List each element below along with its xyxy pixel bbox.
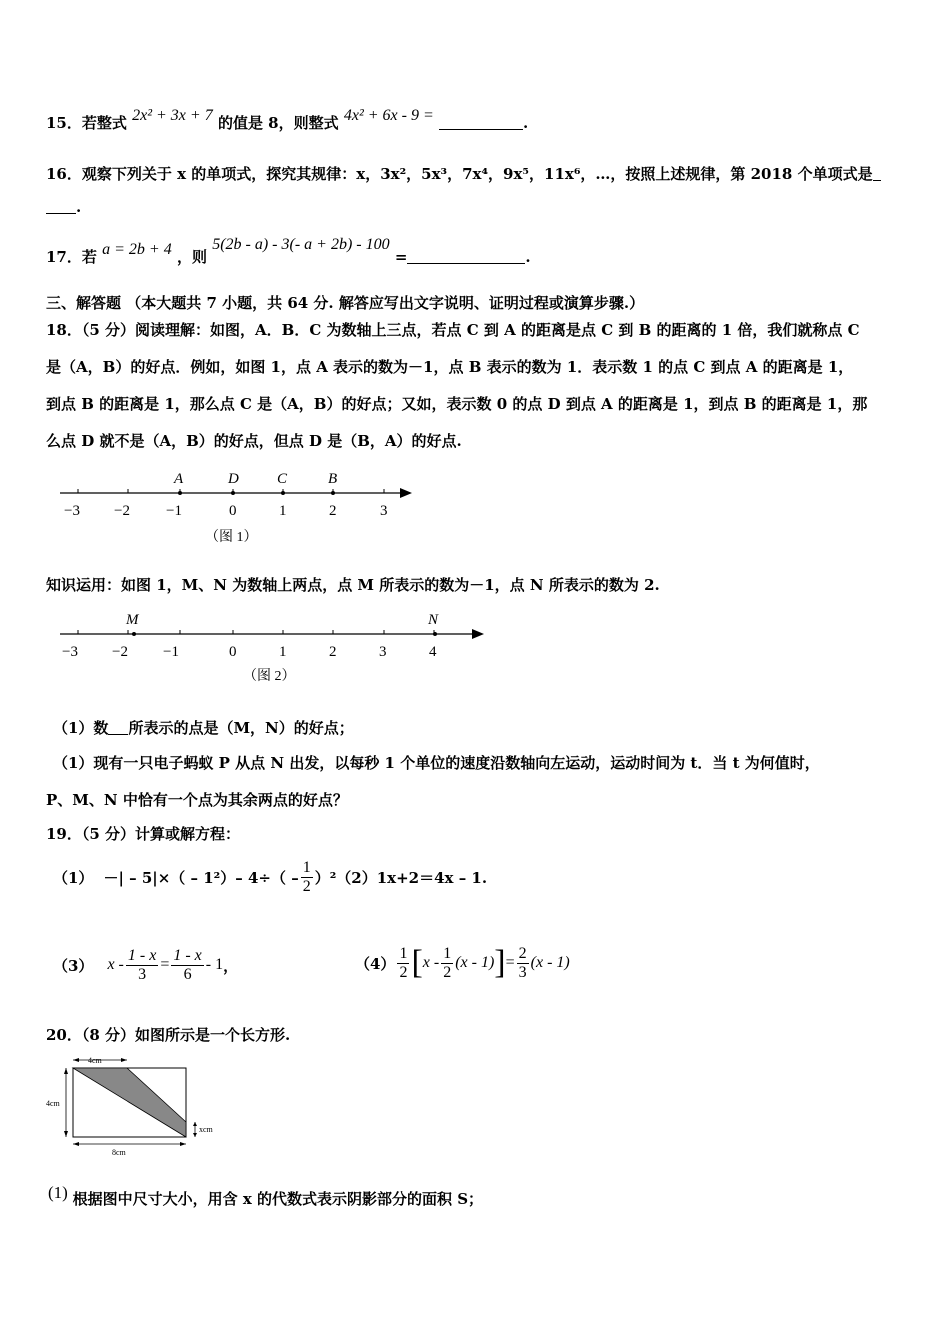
point-label: D xyxy=(228,471,239,487)
q16-text: 16．观察下列关于 x 的单项式，探究其规律：x，3x²，5x³，7x⁴，9x⁵，11x⁶，…，按照上述规律，第 2018 个单项式是 xyxy=(46,165,873,183)
question-16-cont: . xyxy=(46,198,81,216)
fraction: $\frac{1 - x}{6}$ xyxy=(173,946,202,983)
q17-condition: a = 2b + 4 xyxy=(102,241,172,258)
answer-blank[interactable] xyxy=(46,199,76,214)
point-label: B xyxy=(328,471,338,487)
rectangle-figure xyxy=(44,1052,234,1162)
q18-sub2-cont: P、M、N 中恰有一个点为其余两点的好点？ xyxy=(46,791,348,809)
bracket-right: ] xyxy=(494,944,506,981)
q17-expr: 5(2b - a) - 3(- a + 2b) - 100 xyxy=(212,236,390,253)
number-line-figure-1 xyxy=(50,465,430,550)
tick-label: 3 xyxy=(379,644,387,660)
dimension-label: 4cm xyxy=(88,1056,102,1065)
point-label: M xyxy=(126,612,139,628)
tick-label: −2 xyxy=(114,503,130,519)
q20-sub1: (1) 根据图中尺寸大小，用含 x 的代数式表示阴影部分的面积 S； xyxy=(48,1183,484,1208)
dimension-label: 4cm xyxy=(46,1099,60,1108)
point-label: A xyxy=(174,471,184,487)
tick-label: −3 xyxy=(64,503,80,519)
q18-knowledge: 知识运用：如图 1，M、N 为数轴上两点，点 M 所表示的数为－1，点 N 所表示的数为 2. xyxy=(46,576,660,594)
q18-sub2: （1）现有一只电子蚂蚁 P 从点 N 出发，以每秒 1 个单位的速度沿数轴向左运动，运动时间为 t．当 t 为何值时， xyxy=(53,754,820,772)
q15-expr1: 2x² + 3x + 7 xyxy=(132,107,213,124)
tick-marks xyxy=(78,489,384,493)
tick-label: 2 xyxy=(329,503,337,519)
bracket-left: [ xyxy=(411,944,423,981)
q18-line: 么点 D 就不是（A，B）的好点，但点 D 是（B，A）的好点. xyxy=(46,432,462,450)
tick-label: 4 xyxy=(429,644,437,660)
question-15: 15．若整式 2x² + 3x + 7 的值是 8，则整式 4x² + 6x - 9 = . xyxy=(46,107,529,132)
question-16 xyxy=(46,163,881,184)
tick-label: −1 xyxy=(163,644,179,660)
fraction: $\frac{1}{2}$ xyxy=(302,858,311,895)
tick-label: 0 xyxy=(229,503,237,519)
point-label: C xyxy=(277,471,288,487)
tick-label: 3 xyxy=(380,503,388,519)
shaded-region xyxy=(73,1068,186,1137)
dimension-label: 8cm xyxy=(112,1148,126,1157)
point-label: N xyxy=(428,612,439,628)
tick-label: −2 xyxy=(112,644,128,660)
q15-mid: 的值是 8，则整式 xyxy=(217,114,339,132)
q18-line: 到点 B 的距离是 1，那么点 C 是（A，B）的好点；又如，表示数 0 的点 D 到点 A 的距离是 1，到点 B 的距离是 1，那 xyxy=(46,395,868,413)
answer-blank[interactable] xyxy=(439,115,523,130)
tick-label: 1 xyxy=(279,644,287,660)
answer-blank[interactable] xyxy=(873,166,881,181)
number-line-figure-2 xyxy=(50,606,500,691)
q15-prefix: 15．若整式 xyxy=(46,114,127,132)
answer-blank[interactable] xyxy=(407,249,525,264)
fraction: $\frac{1 - x}{3}$ xyxy=(127,946,157,983)
dimension-label: xcm xyxy=(199,1125,213,1134)
tick-label: −3 xyxy=(62,644,78,660)
section-3-header: 三、解答题 （本大题共 7 小题，共 64 分. 解答应写出文字说明、证明过程或演算步骤.） xyxy=(46,294,645,312)
fraction: $\frac{1}{2}$ xyxy=(443,944,452,981)
answer-blank[interactable] xyxy=(108,720,128,735)
figure-caption: （图 1） xyxy=(205,530,258,545)
fraction: $\frac{1}{2}$ xyxy=(399,944,408,981)
q18-line: 是（A，B）的好点．例如，如图 1，点 A 表示的数为－1，点 B 表示的数为 1．表示数 1 的点 C 到点 A 的距离是 1， xyxy=(46,358,854,376)
tick-label: 2 xyxy=(329,644,337,660)
q19-part1-2: （1） －| – 5|×（ – 1²）– 4÷（ – $\frac{1}{2}$ ）² （2）1x+2＝4x – 1. xyxy=(53,858,488,895)
q15-expr2: 4x² + 6x - 9 = xyxy=(343,107,434,124)
q19-part3: （3） x - $\frac{1 - x}{3}$ = $\frac{1 - x}{6}$ - 1 ， xyxy=(53,946,239,983)
q20-title: 20．（8 分）如图所示是一个长方形. xyxy=(46,1026,291,1044)
tick-label: 0 xyxy=(229,644,237,660)
q19-title: 19．（5 分）计算或解方程： xyxy=(46,825,241,843)
tick-label: 1 xyxy=(279,503,287,519)
question-17: 17．若 a = 2b + 4 ，则 5(2b - a) - 3(- a + 2b) - 100 = . xyxy=(46,236,531,266)
q18-sub1: （1）数 所表示的点是（M，N）的好点； xyxy=(53,719,354,737)
fraction: $\frac{2}{3}$ xyxy=(518,944,527,981)
tick-label: −1 xyxy=(166,503,182,519)
q17-prefix: 17．若 xyxy=(46,248,97,266)
figure-caption: （图 2） xyxy=(243,669,296,684)
q19-part4: （4） $\frac{1}{2}$ [ x - $\frac{1}{2}$ (x - 1) ] = $\frac{2}{3}$ (x - 1) xyxy=(355,944,570,981)
q18-line: 18．（5 分）阅读理解：如图，A．B．C 为数轴上三点，若点 C 到 A 的距离是点 C 到 B 的距离的 1 倍，我们就称点 C xyxy=(46,321,860,339)
